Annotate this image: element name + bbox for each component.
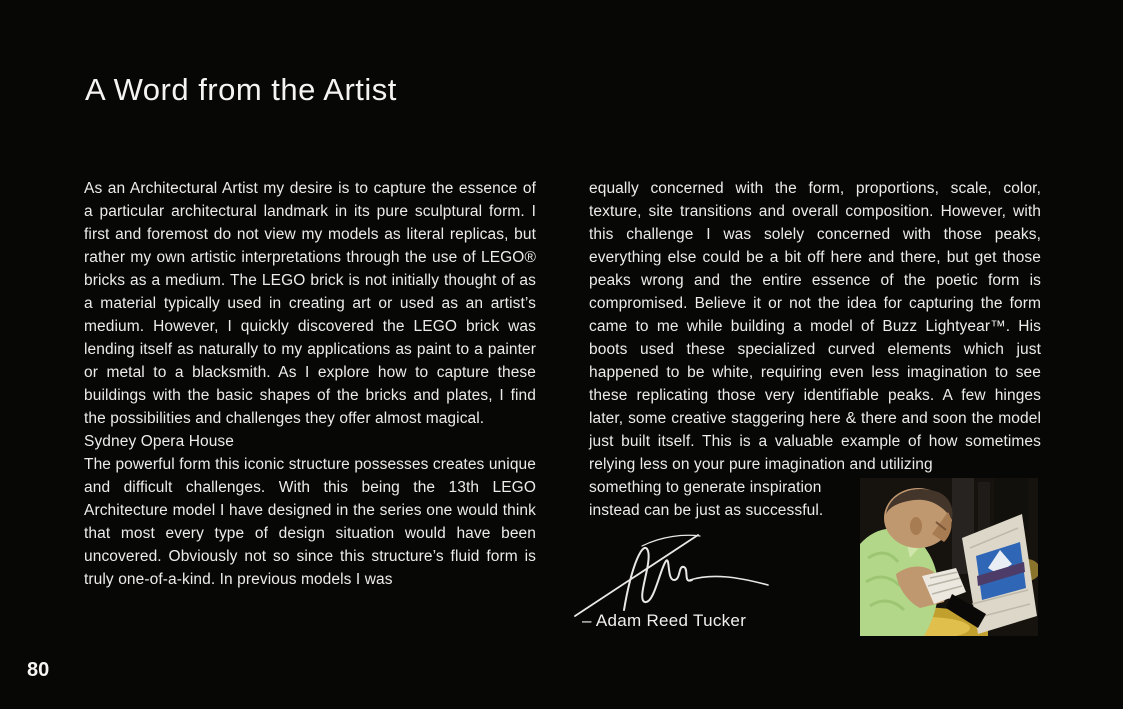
- artist-photo: [860, 478, 1038, 636]
- artist-signature: [572, 522, 777, 618]
- artist-statement-paragraph: As an Architectural Artist my desire is to capture the essence of a particular architectural landmark in its pure sculptural form. I first and foremost do not view my models as literal replicas, but rather my own artistic interpretations through the use of LEGO® bricks as a medium. The LEGO brick is not initially thought of as a material typically used in creating art or used as an artist’s medium. However, I quickly discovered the LEGO brick was lending itself as naturally to my applications as paint to a painter or metal to a blacksmith. As I explore how to capture these buildings with the basic shapes of the bricks and plates, I find the possibilities and challenges they offer almost magical.: [84, 180, 536, 427]
- sydney-opera-house-heading: Sydney Opera House: [84, 433, 234, 450]
- page-number: 80: [27, 659, 50, 681]
- sydney-paragraph-left: The powerful form this iconic structure possesses creates unique and difficult challenges. With this being the 13th LEGO Architecture model I have designed in the series one would think that most every type of design situation would have been uncovered. Obviously not so since this structure’s fluid form is truly one-of-a-kind. In previous models I was: [84, 456, 536, 588]
- left-column: [84, 177, 536, 591]
- sydney-paragraph-continued: something to generate inspiration instead can be just as successful.: [589, 479, 824, 519]
- artist-attribution: – Adam Reed Tucker: [582, 611, 747, 630]
- sydney-paragraph-right: equally concerned with the form, proportions, scale, color, texture, site transitions and overall composition. However, with this challenge I was solely concerned with those peaks, everything else could be a bit off here and there, but get those peaks wrong and the entire essence of the poetic form is compromised. Believe it or not the idea for capturing the form came to me while building a model of Buzz Lightyear™. His boots used these specialized curved elements which just happened to be white, requiring even less imagination to see these replicating those very identifiable peaks. A few hinges later, some creative staggering here & there and soon the model just built itself. This is a valuable example of how sometimes relying less on your pure imagination and utilizing: [589, 180, 1041, 473]
- artist-photo-illustration: [860, 478, 1038, 636]
- right-column: [589, 177, 1041, 522]
- page-title: A Word from the Artist: [85, 72, 397, 107]
